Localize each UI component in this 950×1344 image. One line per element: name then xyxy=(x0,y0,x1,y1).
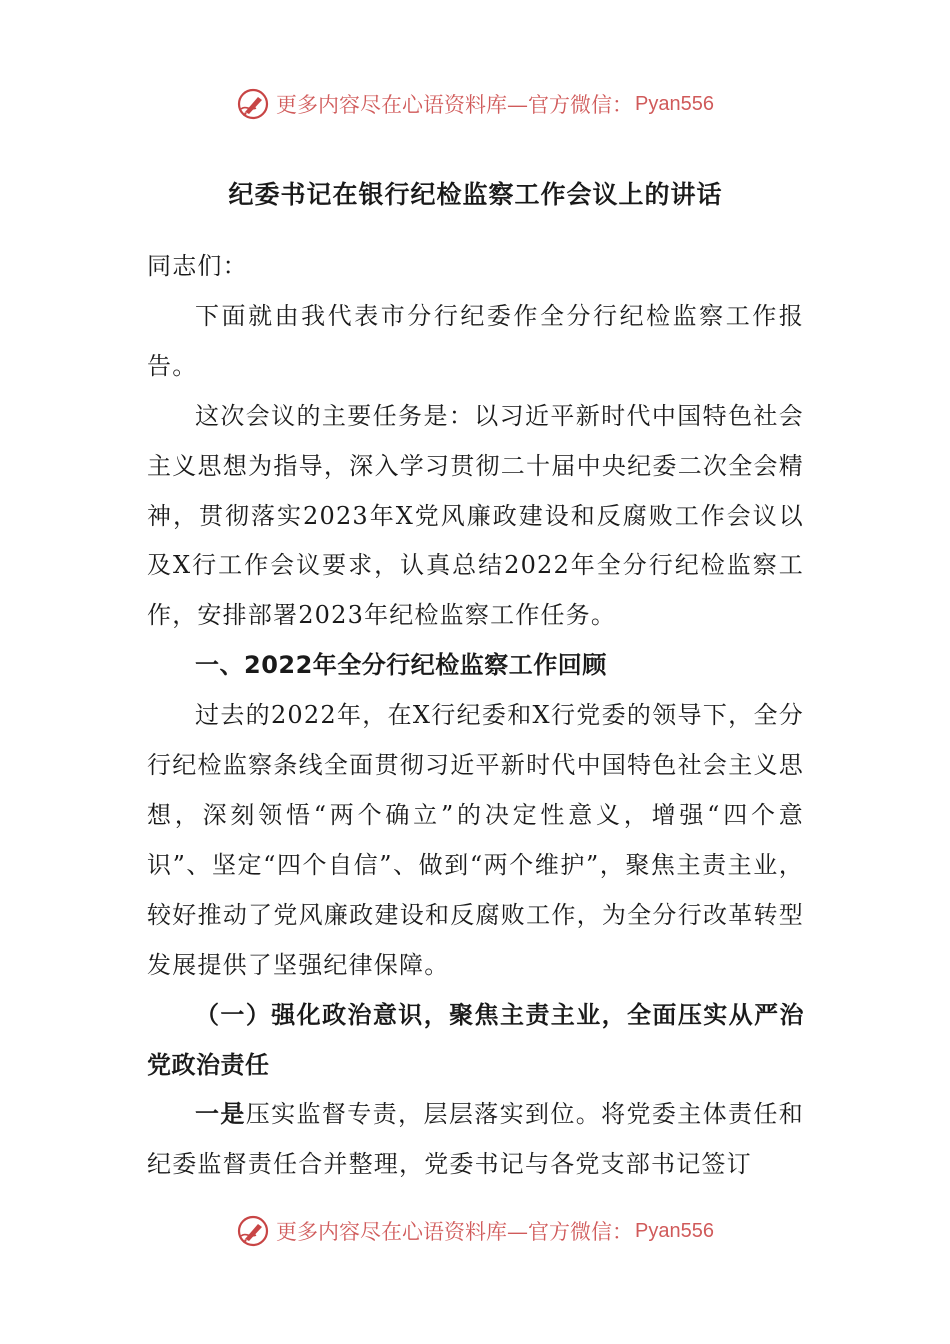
greeting: 同志们： xyxy=(147,252,248,280)
section-heading-1: 一、2022年全分行纪检监察工作回顾 xyxy=(195,651,607,680)
watermark-wechat-id: Pyan556 xyxy=(635,1219,714,1242)
paragraph-1: 下面就由我代表市分行纪委作全分行纪检监察工作报告。 xyxy=(147,301,804,380)
paragraph-3: 过去的2022年，在X行纪委和X行党委的领导下，全分行纪检监察条线全面贯彻习近平新时代中国特色社会主义思想，深刻领悟“两个确立”的决定性意义，增强“四个意识”、坚定“四个自信”、做到“两个维护”，聚焦主责主业，较好推动了党风廉政建设和反腐败工作，为全分行改革转型发展提供了坚强纪律保障。 xyxy=(147,701,804,979)
watermark-text: 更多内容尽在心语资料库—官方微信： xyxy=(276,1220,634,1244)
subsection-heading-1: （一）强化政治意识，聚焦主责主业，全面压实从严治党政治责任 xyxy=(147,1000,804,1079)
pen-logo-icon xyxy=(236,87,270,121)
header-watermark xyxy=(0,84,950,124)
paragraph-4-text: 压实监督专责，层层落实到位。将党委主体责任和纪委监督责任合并整理，党委书记与各党支部书记签订 xyxy=(147,1100,804,1179)
paragraph-2: 这次会议的主要任务是：以习近平新时代中国特色社会主义思想为指导，深入学习贯彻二十届中央纪委二次全会精神，贯彻落实2023年X党风廉政建设和反腐败工作会议以及X行工作会议要求，认真总结2022年全分行纪检监察工作，安排部署2023年纪检监察工作任务。 xyxy=(147,401,804,630)
footer-watermark xyxy=(0,1211,950,1251)
paragraph-4 xyxy=(147,1090,804,1190)
document-body xyxy=(147,170,804,1190)
pen-logo-icon xyxy=(236,1214,270,1248)
paragraph-4-lead: 一是 xyxy=(195,1100,246,1129)
watermark-text: 更多内容尽在心语资料库—官方微信： xyxy=(276,93,634,117)
document-title: 纪委书记在银行纪检监察工作会议上的讲话 xyxy=(228,180,723,209)
watermark-wechat-id: Pyan556 xyxy=(635,92,714,115)
